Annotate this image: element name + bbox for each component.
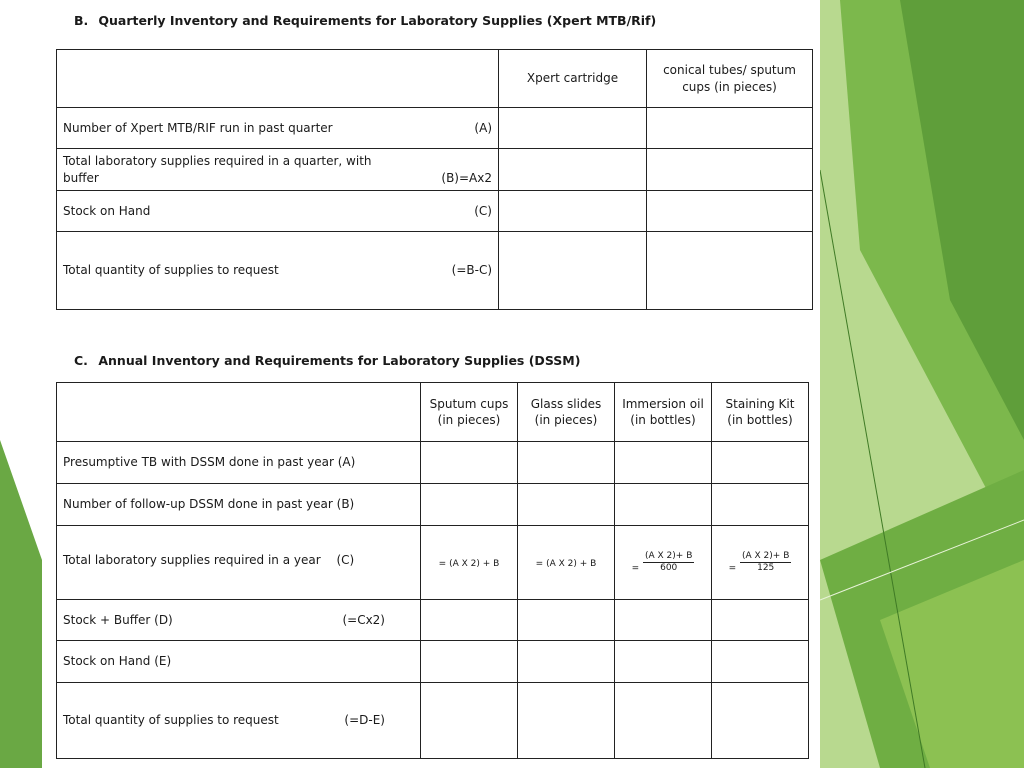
row-code: (C): [336, 553, 355, 567]
glass-slides-value-cell[interactable]: [518, 641, 615, 683]
row-label: Total quantity of supplies to request: [63, 713, 279, 728]
staining-kit-value-cell[interactable]: [712, 484, 809, 526]
row-label: Number of follow-up DSSM done in past year (B): [63, 497, 355, 512]
quarterly-xpert-table: [56, 49, 813, 310]
conical-tubes-value-cell[interactable]: [647, 232, 813, 310]
row-label-cell: [57, 191, 499, 232]
header-glass-slides: Glass slides (in pieces): [518, 383, 615, 442]
row-label-cell: [57, 641, 421, 683]
table-row: [57, 232, 813, 310]
row-label-cell: [57, 442, 421, 484]
immersion-oil-value-cell[interactable]: [615, 683, 712, 759]
staining-kit-value-cell[interactable]: [712, 683, 809, 759]
glass-slides-formula: = (A X 2) + B: [535, 559, 597, 570]
sputum-cups-value-cell[interactable]: [421, 683, 518, 759]
row-label: Stock on Hand: [63, 203, 151, 218]
immersion-oil-fraction: [643, 551, 694, 575]
header-staining-kit: Staining Kit (in bottles): [712, 383, 809, 442]
row-code: (C): [474, 203, 492, 218]
staining-kit-value-cell[interactable]: [712, 442, 809, 484]
immersion-oil-value-cell[interactable]: [615, 484, 712, 526]
header-sputum-cups: Sputum cups (in pieces): [421, 383, 518, 442]
xpert-cartridge-value-cell[interactable]: [499, 232, 647, 310]
table-row: [57, 526, 809, 600]
row-label-cell: [57, 600, 421, 641]
table-row: [57, 108, 813, 149]
table-row: [57, 191, 813, 232]
table-row: [57, 600, 809, 641]
conical-tubes-value-cell[interactable]: [647, 108, 813, 149]
xpert-cartridge-value-cell[interactable]: [499, 191, 647, 232]
table-header-row: [57, 50, 813, 108]
section-b-title-text: Quarterly Inventory and Requirements for Laboratory Supplies (Xpert MTB/Rif): [98, 13, 657, 28]
glass-slides-value-cell[interactable]: [518, 484, 615, 526]
glass-slides-value-cell[interactable]: [518, 600, 615, 641]
row-label-cell: [57, 108, 499, 149]
fraction-denominator: 125: [757, 563, 775, 573]
glass-slides-value-cell[interactable]: [518, 442, 615, 484]
table-row: [57, 442, 809, 484]
xpert-cartridge-value-cell[interactable]: [499, 149, 647, 191]
row-label-cell: [57, 232, 499, 310]
annual-dssm-table: [56, 382, 809, 759]
section-c-title-text: Annual Inventory and Requirements for Laboratory Supplies (DSSM): [98, 353, 581, 368]
table-row: [57, 484, 809, 526]
row-code: (=Cx2): [342, 612, 385, 627]
row-label-cell: [57, 149, 499, 191]
row-code: (A): [474, 120, 492, 135]
fraction-numerator: (A X 2)+ B: [740, 551, 791, 563]
formula-prefix: =: [631, 563, 640, 573]
sputum-cups-value-cell[interactable]: [421, 442, 518, 484]
immersion-oil-value-cell[interactable]: [615, 600, 712, 641]
conical-tubes-value-cell[interactable]: [647, 149, 813, 191]
sputum-cups-value-cell[interactable]: [421, 641, 518, 683]
section-c-title: [74, 353, 580, 368]
header-immersion-oil: Immersion oil (in bottles): [615, 383, 712, 442]
sputum-cups-value-cell[interactable]: [421, 600, 518, 641]
row-code: (B)=Ax2: [441, 170, 492, 185]
header-xpert-cartridge: Xpert cartridge: [499, 50, 647, 108]
fraction-numerator: (A X 2)+ B: [643, 551, 694, 563]
row-label: Total laboratory supplies required in a quarter, with buffer: [63, 154, 372, 185]
table-row: [57, 683, 809, 759]
row-label: Stock on Hand (E): [63, 654, 172, 669]
staining-kit-fraction: [740, 551, 791, 575]
immersion-oil-value-cell[interactable]: [615, 442, 712, 484]
xpert-cartridge-value-cell[interactable]: [499, 108, 647, 149]
row-label-cell: [57, 484, 421, 526]
row-label: Number of Xpert MTB/RIF run in past quarter: [63, 120, 333, 135]
glass-slides-value-cell[interactable]: [518, 683, 615, 759]
document-page: [42, 0, 820, 768]
row-label-cell: [57, 526, 421, 600]
conical-tubes-value-cell[interactable]: [647, 191, 813, 232]
table-row: [57, 149, 813, 191]
fraction-denominator: 600: [660, 563, 678, 573]
blank-header-cell: [57, 50, 499, 108]
row-label-cell: [57, 683, 421, 759]
row-label: Presumptive TB with DSSM done in past year (A): [63, 455, 356, 470]
sputum-cups-formula: = (A X 2) + B: [438, 559, 500, 570]
immersion-oil-value-cell[interactable]: [615, 641, 712, 683]
row-label: Total quantity of supplies to request: [63, 263, 279, 278]
section-c-letter: C.: [74, 353, 88, 368]
immersion-oil-formula-cell: [615, 526, 712, 600]
blank-header-cell: [57, 383, 421, 442]
sputum-cups-formula-cell: [421, 526, 518, 600]
section-b-letter: B.: [74, 13, 89, 28]
row-code: (=D-E): [344, 713, 385, 728]
section-b-title: [74, 13, 656, 28]
staining-kit-value-cell[interactable]: [712, 641, 809, 683]
header-conical-tubes: conical tubes/ sputum cups (in pieces): [647, 50, 813, 108]
formula-prefix: =: [728, 563, 737, 573]
row-code: (=B-C): [451, 263, 492, 278]
sputum-cups-value-cell[interactable]: [421, 484, 518, 526]
row-label: Total laboratory supplies required in a year: [63, 553, 321, 567]
glass-slides-formula-cell: [518, 526, 615, 600]
table-row: [57, 641, 809, 683]
row-label: Stock + Buffer (D): [63, 612, 173, 627]
staining-kit-value-cell[interactable]: [712, 600, 809, 641]
staining-kit-formula-cell: [712, 526, 809, 600]
table-header-row: [57, 383, 809, 442]
